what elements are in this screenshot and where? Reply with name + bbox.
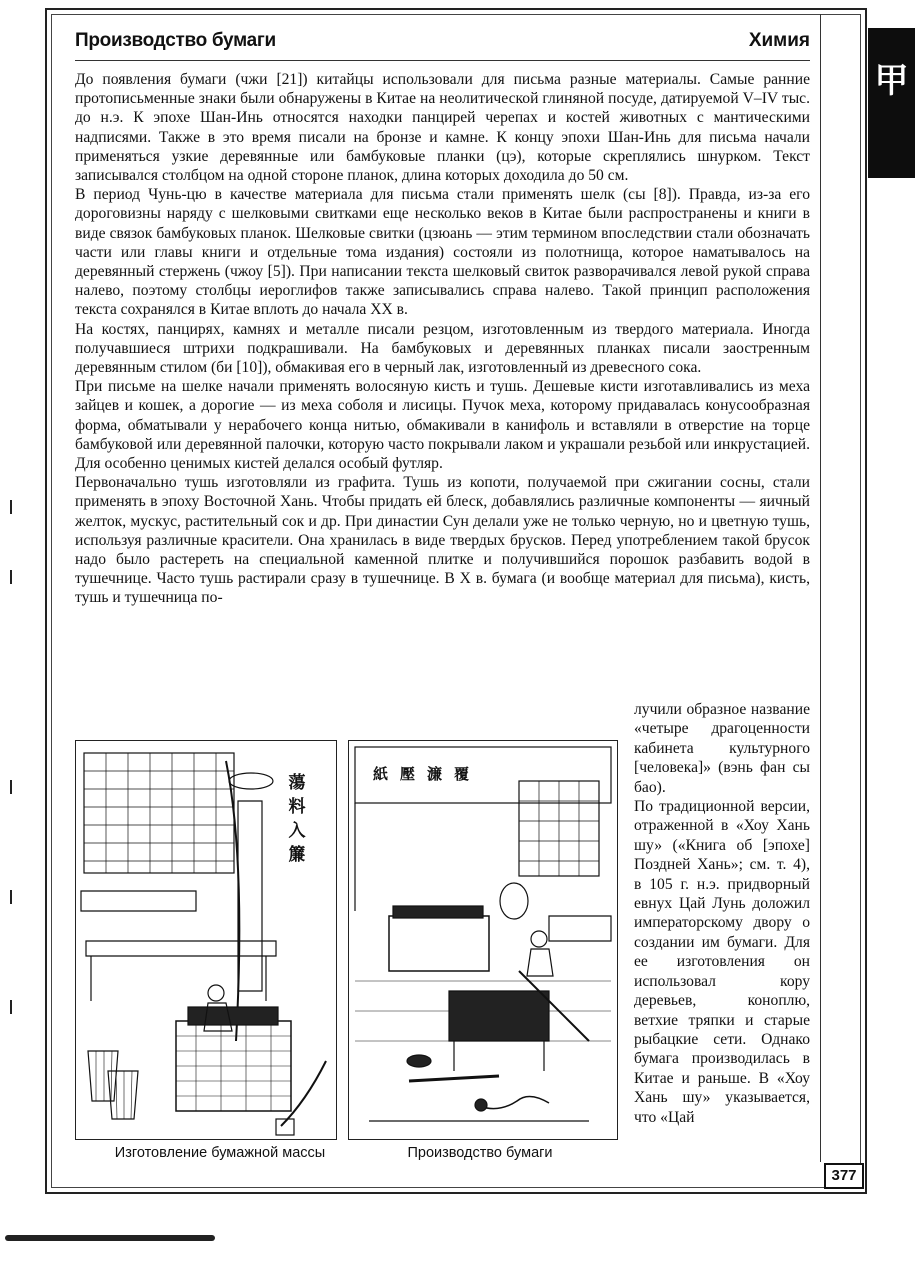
paragraph: лучили образное название «четыре драгоценности кабинета культурного [человека]» (вэнь фан сы бао). [634,701,810,796]
running-header [75,30,810,56]
inscription-character: 濂 [426,765,442,783]
paragraph: Первоначально тушь изготовляли из графита. Тушь из копоти, получаемой при сжигании сосны, стали применять в эпоху Восточной Хань. Чтобы придать ей блеск, добавлялись различные компоненты — яичный желток, мускус, растительный сок и др. При династии Сун делали уже не только черную, но и цветную тушь, используя различные красители. Она хранилась в виде твердых брусков. Перед употреблением такой брусок надо было растереть на специальной каменной плитке и получившийся порошок разбавить водой в тушечнице. Часто тушь растирали сразу в тушечнице. В X в. бумага (и вообще материал для письма), кисть, тушь и тушечница по- [75,474,810,607]
chinese-character-icon: 甲 [874,63,909,100]
paragraph: По традиционной версии, отраженной в «Хоу Хань шу» («Книга об [эпохе] Поздней Хань»; см. т. 4), в 105 г. н.э. придворный евнух Цай Лунь доложил императорскому двору о создании им бумаги. Для ее изготовления он использовал кору деревьев, коноплю, ветхие тряпки и старые рыбацкие сети. Однако бумага производилась в Китае и раньше. В «Хоу Хань шу» указывается, что «Цай [634,798,810,1126]
section-title: Производство бумаги [75,30,276,51]
horizontal-inscription [373,763,469,784]
header-rule [75,60,810,61]
figure-caption: Изготовление бумажной массы [114,1145,326,1161]
illustration-pulp-making [75,740,337,1140]
illustration-paper-production [348,740,618,1140]
scan-artifact [10,500,12,514]
side-column-text [634,700,810,1127]
vertical-inscription [286,771,308,867]
inscription-character: 蕩 [288,773,306,793]
paragraph: До появления бумаги (чжи [21]) китайцы использовали для письма разные материалы. Самые ранние протописьменные знаки были обнаружены в Китае на неолитической глиняной посуде, датируемой V–IV тыс. до н.э. К эпохе Шан-Инь относятся находки панцирей черепах и костей животных с мантическими надписями. Также в это время писали на бронзе и камне. К концу эпохи Шан-Инь для письма начали применяться узкие деревянные или бамбуковые планки (цэ), которые скреплялись шнурком. Текст записывался столбцом на одной стороне планок, длина которых доходила до 50 см. [75,71,810,185]
main-text [75,70,810,608]
inscription-character: 料 [288,797,306,817]
figure-caption: Производство бумаги [407,1145,553,1161]
inscription-character: 覆 [453,765,469,783]
page-number: 377 [824,1163,864,1189]
subject-label: Химия [748,30,810,51]
inscription-character: 入 [288,821,306,841]
inscription-character: 壓 [399,765,415,783]
inscription-character: 簾 [288,845,306,865]
paragraph: При письме на шелке начали применять волосяную кисть и тушь. Дешевые кисти изготавливались из меха зайцев и кошек, а дорогие — из меха соболя и лисицы. Пучок меха, которому придавалась конусообразная форма, обматывали у нерабочего конца нитью, обмакивали в канифоль и вставляли в отверстие на торце бамбуковой или деревянной палочки, которую часто покрывали лаком и украшали резьбой или инкрустацией. Для особенно ценимых кистей делался особый футляр. [75,378,810,473]
scan-artifact [10,1000,12,1014]
section-thumb-tab [868,28,915,178]
scan-artifact [5,1235,215,1241]
woodcut-illustration [349,741,617,1139]
paragraph: В период Чунь-цю в качестве материала для письма стали применять шелк (сы [8]). Правда, из-за его дороговизны наряду с шелковыми свитками еще несколько веков в Китае были распространены и книги в виде связок бамбуковых планок. Шелковые свитки (цзюань — этим термином впоследствии стали обозначать части или главы книги и отдельные тома издания) состояли из полотнища, которое наматывалось на деревянный стержень (чжоу [5]). При написании текста шелковый свиток разворачивался левой рукой справа налево, поэтому столбцы иероглифов также записывались справа налево. Такой принцип расположения текста сохранялся в Китае вплоть до начала XX в. [75,186,810,319]
scan-artifact [10,570,12,584]
paragraph: На костях, панцирях, камнях и металле писали резцом, изготовленным из твердого материала. Иногда получавшиеся штрихи подкрашивали. На бамбуковых и деревянных планках писали заостренным деревянным стилом (би [10]), обмакивая его в черный лак, изготовленный из древесного сока. [75,320,810,377]
scan-artifact [10,780,12,794]
margin-rule [820,14,821,1162]
scan-artifact [10,890,12,904]
inscription-character: 紙 [373,765,389,783]
